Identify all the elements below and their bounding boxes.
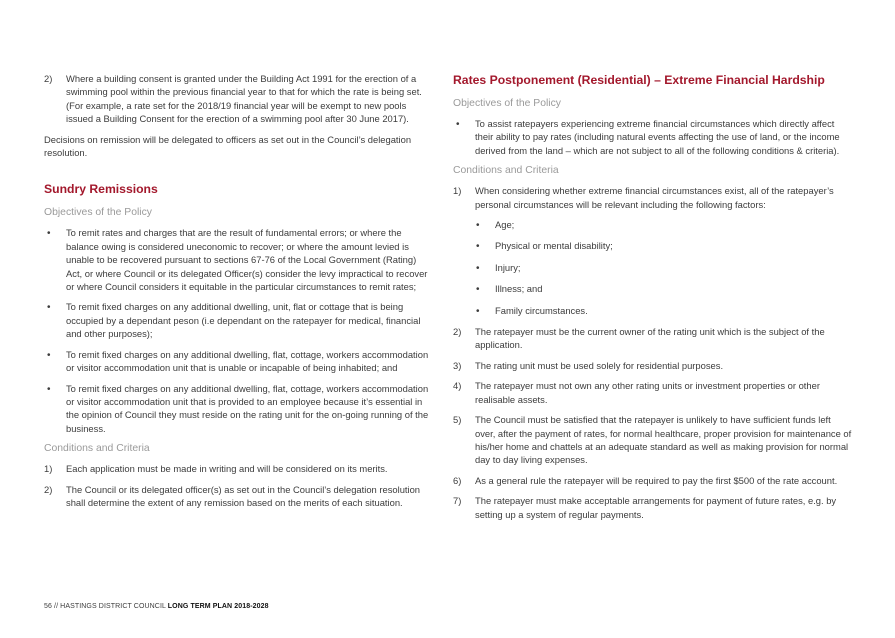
list-item: [453, 117, 853, 157]
bullet-icon: [44, 382, 66, 436]
item-text: Each application must be made in writing and will be considered on its merits.: [66, 463, 388, 475]
left-column: [44, 72, 432, 516]
item-text: Where a building consent is granted under the Building Act 1991 for the erection of a swimming pool within the previous financial year to that for which the rate is being set. (For example, a rate set for the 2018/19 financial year will be exempt to new pools issued a Building Consent for the erection of a swimming pool after 30 June 2017).: [66, 73, 422, 125]
item-number: 1): [453, 185, 462, 197]
item-number: 2): [453, 326, 462, 338]
item-text: Illness; and: [495, 283, 543, 295]
item-text: As a general rule the ratepayer will be required to pay the first $500 of the rate account.: [475, 474, 838, 486]
conditions-heading: Conditions and Criteria: [453, 165, 559, 177]
item-text: The ratepayer must make acceptable arrangements for payment of future rates, e.g. by setting up a system of regular payments.: [475, 495, 837, 520]
list-item: [44, 462, 432, 475]
bullet-icon: [44, 348, 66, 375]
item-text: To remit fixed charges on any additional dwelling, flat, cottage, workers accommodation or visitor accommodation unit that is unable or incapable of being inhabited; and: [66, 348, 429, 374]
right-column: [453, 72, 853, 528]
list-item: [453, 413, 853, 467]
item-number: 3): [453, 359, 462, 371]
item-text: Physical or mental disability;: [495, 240, 613, 252]
list-item: [453, 494, 853, 521]
item-text: Injury;: [495, 261, 521, 273]
list-item: [453, 184, 853, 211]
list-item: [453, 379, 853, 406]
item-text: The ratepayer must be the current owner of the rating unit which is the subject of the application.: [475, 326, 825, 351]
bullet-icon: [44, 300, 66, 340]
bullet-icon: [453, 117, 475, 157]
list-item: [453, 359, 853, 372]
factor-item: [473, 261, 853, 275]
list-item: [453, 474, 853, 487]
objectives-heading: Objectives of the Policy: [44, 207, 152, 219]
footer-document-title: LONG TERM PLAN 2018-2028: [167, 603, 269, 610]
item-text: Age;: [495, 219, 515, 231]
factor-item: [473, 282, 853, 296]
delegation-paragraph: Decisions on remission will be delegated to officers as set out in the Council’s delegation resolution.: [44, 133, 412, 159]
bullet-icon: [473, 282, 495, 296]
list-item: [44, 483, 432, 510]
item-text: The Council must be satisfied that the ratepayer is unlikely to have sufficient funds left over, after the payment of rates, for normal healthcare, proper provision for maintenance of his/her home and chattels at an adequate standard as well as making provision for normal day to day living expenses.: [475, 414, 852, 466]
list-item: [44, 72, 432, 126]
bullet-icon: [473, 304, 495, 318]
item-number: 2): [44, 483, 53, 495]
item-number: 2): [44, 73, 53, 84]
item-number: 4): [453, 380, 462, 392]
factor-item: [473, 239, 853, 253]
list-item: [453, 325, 853, 352]
footer-page-label: 56 // HASTINGS DISTRICT COUNCIL: [44, 603, 168, 610]
list-item: [44, 226, 432, 293]
item-number: 1): [44, 463, 53, 475]
item-text: The ratepayer must not own any other rating units or investment properties or other realisable assets.: [475, 380, 820, 405]
list-item: [44, 348, 432, 375]
factor-item: [473, 218, 853, 232]
list-item: [44, 300, 432, 340]
bullet-icon: [44, 226, 66, 293]
bullet-icon: [473, 239, 495, 253]
item-text: When considering whether extreme financial circumstances exist, all of the ratepayer’s personal circumstances will be relevant including the following factors:: [475, 185, 834, 210]
item-number: 6): [453, 474, 462, 486]
item-number: 5): [453, 414, 462, 426]
item-number: 7): [453, 495, 462, 507]
item-text: Family circumstances.: [495, 304, 588, 316]
item-text: To remit fixed charges on any additional dwelling, flat, cottage, workers accommodation or visitor accommodation unit that is provided to an employee because it’s essential in the opinion of Council they must reside on the rating unit for the on-going running of the business.: [66, 382, 429, 434]
page-footer: [44, 603, 269, 610]
factor-item: [473, 304, 853, 318]
section-title-sundry-remissions: Sundry Remissions: [44, 182, 158, 197]
objectives-heading: Objectives of the Policy: [453, 98, 561, 109]
bullet-icon: [473, 218, 495, 232]
item-text: The Council or its delegated officer(s) as set out in the Council’s delegation resolution shall determine the extent of any remission based on the merits of each situation.: [66, 483, 421, 508]
item-text: To assist ratepayers experiencing extreme financial circumstances which directly affect their ability to pay rates (including natural events affecting the use of land, or the income derived from the land – which are not subject to all of the following conditions & criteria).: [475, 118, 840, 156]
item-text: To remit fixed charges on any additional dwelling, unit, flat or cottage that is being occupied by a dependant peson (i.e dependant on the ratepayer for medical, financial and other purposes);: [66, 301, 421, 340]
bullet-icon: [473, 261, 495, 275]
section-title-rates-postponement: Rates Postponement (Residential) – Extreme Financial Hardship: [453, 73, 825, 87]
item-text: To remit rates and charges that are the result of fundamental errors; or where the balance owing is considered uneconomic to recover; or where the amount levied is unable to be recovered pursuant to sections 67-76 of the Local Government (Rating) Act, or where Council or its delegated Officer(s) consider the levy impractical to recover or where Council considers it equitable in the particular circumstances to remit rates;: [66, 227, 428, 293]
list-item: [44, 382, 432, 436]
item-text: The rating unit must be used solely for residential purposes.: [475, 359, 724, 371]
conditions-heading: Conditions and Criteria: [44, 443, 150, 455]
